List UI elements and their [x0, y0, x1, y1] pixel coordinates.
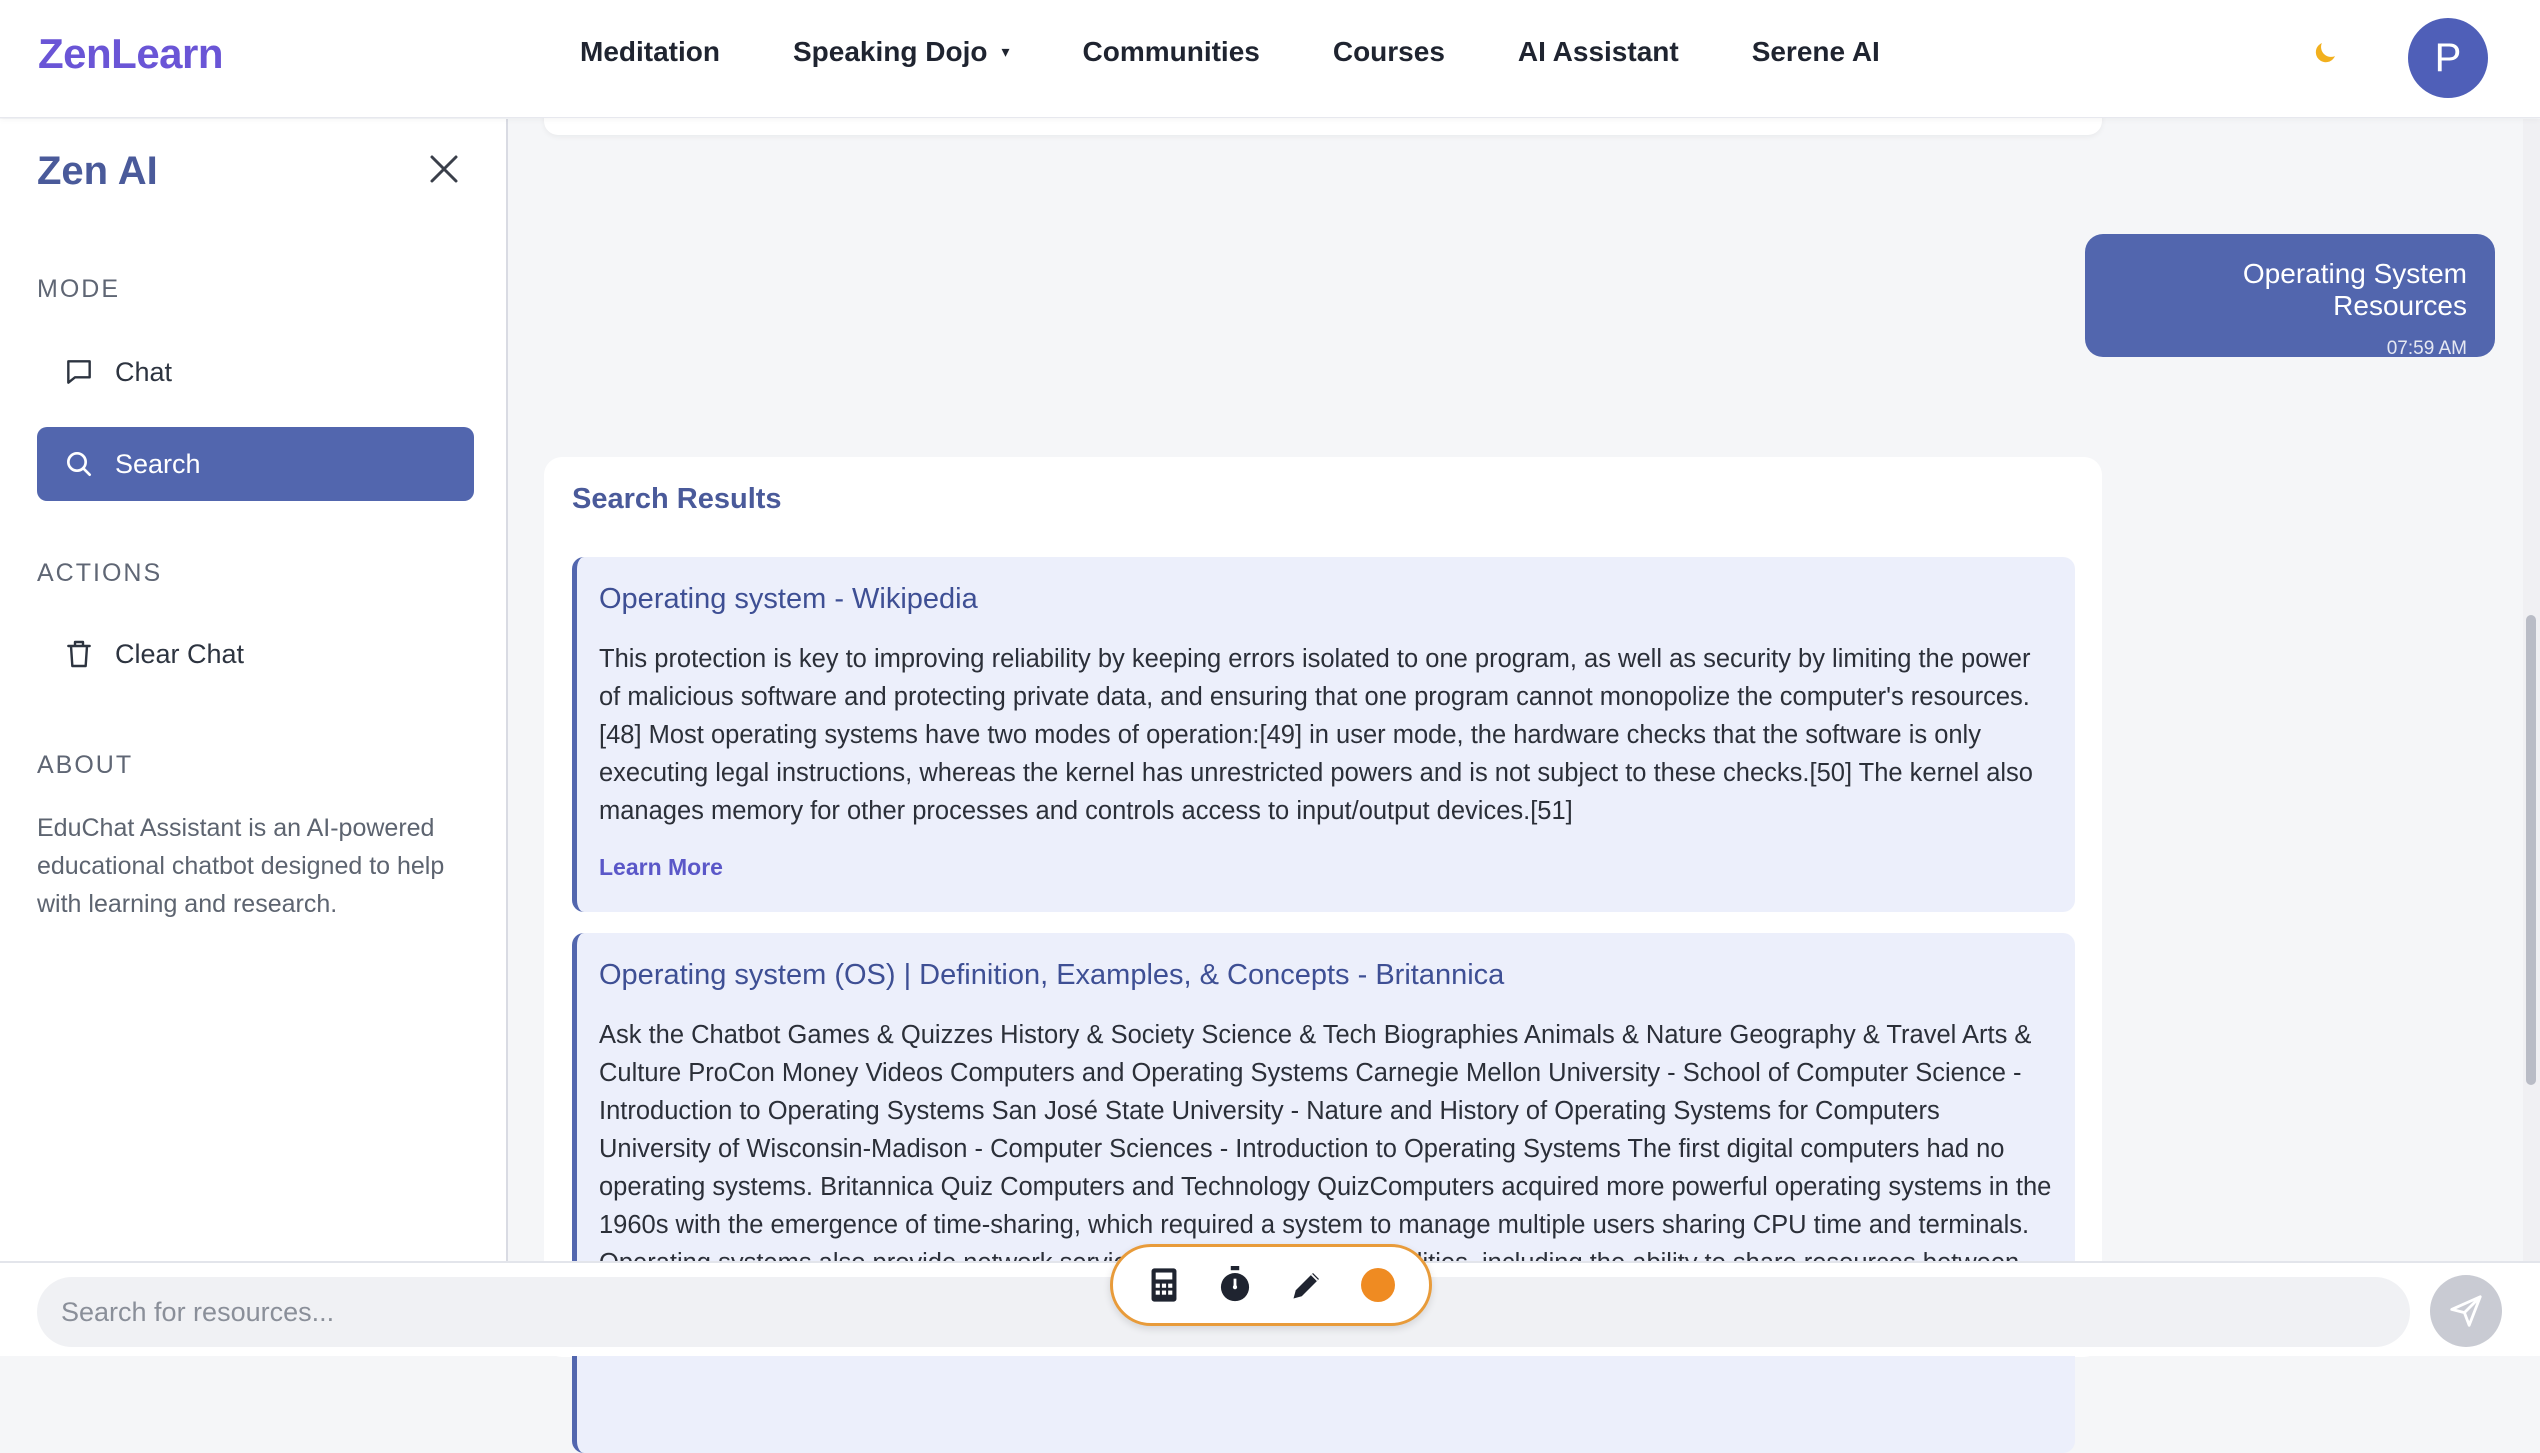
chevron-down-icon: ▾ — [1001, 44, 1010, 61]
search-results-card — [544, 457, 2102, 1357]
result-snippet: Ask the Chatbot Games & Quizzes History & Society Science & Tech Biographies Animals & Nature Geography & Travel Arts & Culture ProCon Money Videos Computers and Operating Systems Carnegie Mellon University - School of Computer Science - Introduction to Operating Systems San José State University - Nature and History of Operating Systems for Computers University of Wisconsin-Madison - Computer Sciences - Introduction to Operating Systems The first digital computers had no operating systems. Britannica Quiz Computers and Technology QuizComputers acquired more powerful operating systems in the 1960s with the emergence of time-sharing, which required a system to manage multiple users sharing CPU time and terminals. — [599, 1021, 2052, 1239]
mode-section-label: MODE — [37, 275, 120, 303]
sidebar-title: Zen AI — [37, 149, 158, 193]
search-icon — [63, 448, 95, 480]
brand-logo[interactable]: ZenLearn — [38, 30, 224, 77]
send-icon — [2447, 1292, 2485, 1330]
result-title[interactable]: Operating system - Wikipedia — [599, 583, 978, 615]
send-button[interactable] — [2430, 1275, 2502, 1347]
clear-chat-button[interactable] — [37, 617, 474, 691]
about-text: EduChat Assistant is an AI-powered educational chatbot designed to help with learning and research. — [37, 814, 445, 918]
search-result-item — [572, 933, 2075, 1453]
moon-icon[interactable] — [2310, 38, 2340, 76]
nav-ai-assistant[interactable] — [1518, 36, 1679, 68]
search-results-title: Search Results — [572, 483, 782, 515]
result-title[interactable]: Operating system (OS) | Definition, Examples, & Concepts - Britannica — [599, 959, 1505, 991]
mode-chat-label: Chat — [115, 356, 173, 387]
close-icon[interactable] — [424, 149, 464, 189]
user-message-time: 07:59 AM — [2386, 338, 2467, 359]
nav-serene-ai[interactable] — [1752, 36, 1880, 68]
nav-label: Serene AI — [1751, 36, 1880, 67]
sidebar — [0, 119, 508, 1261]
nav-meditation[interactable] — [580, 36, 720, 68]
mode-chat-button[interactable] — [37, 335, 474, 409]
result-snippet: This protection is key to improving reliability by keeping errors isolated to one program, as well as security by limiting the power of malicious software and protecting private data, and ensuring that one program cannot monopolize the computer's resources.[48] Most operating systems have two modes of operation:[49] in user mode, the hardware checks that the software is only executing legal instructions, whereas the kernel has unrestricted powers and is not subject to these checks.[50] The kernel also manages memory for other processes and controls access to input/output devices.[51] — [599, 645, 2033, 825]
status-dot[interactable] — [1358, 1265, 1398, 1305]
learn-more-link[interactable]: Learn More — [599, 854, 723, 880]
about-section-label: ABOUT — [37, 751, 134, 779]
chat-area — [510, 119, 2540, 1261]
chat-bubble-icon — [63, 356, 95, 388]
scrollbar-thumb[interactable] — [2526, 615, 2536, 1085]
top-navbar — [0, 0, 2540, 118]
mode-search-label: Search — [115, 448, 201, 479]
nav-communities[interactable] — [1083, 36, 1260, 68]
nav-label: Communities — [1082, 36, 1260, 67]
pencil-icon[interactable] — [1287, 1265, 1327, 1305]
floating-toolbox — [1110, 1244, 1432, 1326]
nav-label: AI Assistant — [1517, 36, 1679, 67]
user-message-text: Operating System Resources — [2242, 258, 2467, 321]
trash-icon — [63, 638, 95, 670]
nav-label: Courses — [1332, 36, 1445, 67]
main-nav — [580, 36, 1953, 68]
nav-label: Meditation — [580, 36, 720, 67]
clear-chat-label: Clear Chat — [115, 638, 245, 669]
orange-dot-icon — [1361, 1268, 1395, 1302]
nav-label: Speaking Dojo — [793, 36, 988, 67]
nav-speaking-dojo[interactable] — [793, 36, 1010, 68]
nav-courses[interactable] — [1333, 36, 1445, 68]
calculator-icon[interactable] — [1144, 1265, 1184, 1305]
user-message-bubble — [2085, 234, 2495, 357]
search-result-item — [572, 557, 2075, 912]
avatar[interactable]: P — [2408, 18, 2488, 98]
actions-section-label: ACTIONS — [37, 559, 163, 587]
mode-search-button[interactable] — [37, 427, 474, 501]
stopwatch-icon[interactable] — [1215, 1265, 1255, 1305]
